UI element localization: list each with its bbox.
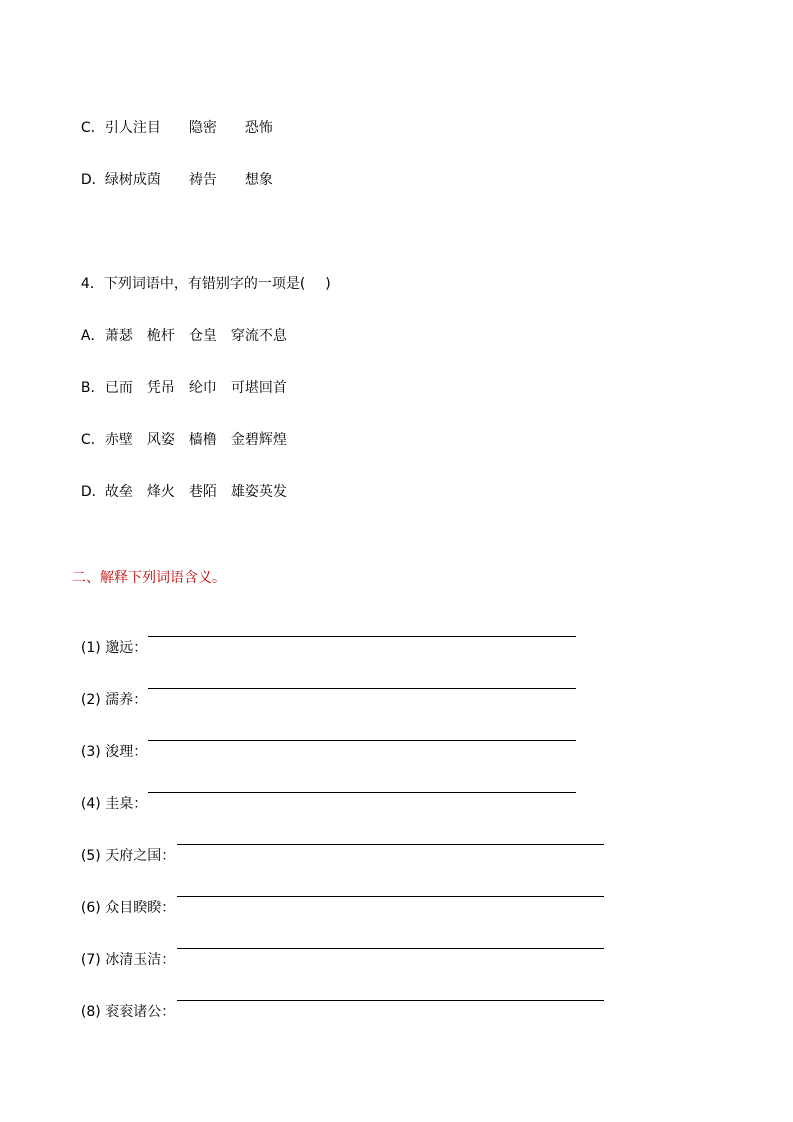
- q3-option-d: [72, 153, 273, 189]
- option-word: 雄姿英发: [230, 484, 287, 500]
- item-term: 圭臬：: [105, 796, 148, 812]
- option-word: 烽火: [146, 484, 175, 500]
- option-word: 想象: [244, 172, 273, 188]
- item-number: (7): [80, 952, 101, 968]
- option-word: 穿流不息: [230, 328, 287, 344]
- definition-item: [72, 985, 175, 1021]
- option-word: 桅杆: [146, 328, 175, 344]
- item-number: (2): [80, 692, 101, 708]
- option-word: 樯橹: [188, 432, 217, 448]
- q4-stem-text: 4．下列词语中，有错别字的一项是(: [80, 276, 306, 292]
- option-word: 赤壁: [104, 432, 133, 448]
- item-term: 衮衮诸公：: [105, 1004, 176, 1020]
- option-word: 凭吊: [146, 380, 175, 396]
- option-word: 故垒: [104, 484, 133, 500]
- definition-item: [72, 725, 147, 761]
- option-label: C．: [80, 120, 105, 136]
- option-word: 金碧辉煌: [230, 432, 287, 448]
- answer-line[interactable]: [177, 1000, 604, 1001]
- q4-option-d: [72, 465, 287, 501]
- option-label: D．: [80, 172, 106, 188]
- item-number: (3): [80, 744, 101, 760]
- answer-line[interactable]: [177, 948, 604, 949]
- section-heading: 二、解释下列词语含义。: [72, 570, 226, 586]
- option-word: 引人注目: [104, 120, 161, 136]
- option-word: 绿树成茵: [104, 172, 161, 188]
- option-word: 仓皇: [188, 328, 217, 344]
- definition-item: [72, 673, 147, 709]
- option-word: 巷陌: [188, 484, 217, 500]
- option-label: B．: [80, 380, 105, 396]
- q4-option-a: [72, 309, 287, 345]
- q4-stem: [72, 257, 331, 293]
- definition-item: [72, 621, 147, 657]
- option-word: 隐密: [188, 120, 217, 136]
- item-number: (4): [80, 796, 101, 812]
- q4-option-c: [72, 413, 287, 449]
- item-number: (8): [80, 1004, 101, 1020]
- option-word: 已而: [104, 380, 133, 396]
- q4-stem-close: ): [325, 276, 331, 292]
- item-number: (1): [80, 640, 101, 656]
- q4-option-b: [72, 361, 287, 397]
- item-term: 浚理：: [105, 744, 148, 760]
- option-word: 纶巾: [188, 380, 217, 396]
- option-word: 祷告: [188, 172, 217, 188]
- option-label: D．: [80, 484, 106, 500]
- answer-line[interactable]: [148, 740, 576, 741]
- definition-item: [72, 777, 147, 813]
- item-number: (5): [80, 848, 101, 864]
- option-label: C．: [80, 432, 105, 448]
- option-word: 风姿: [146, 432, 175, 448]
- option-label: A．: [80, 328, 105, 344]
- option-word: 恐怖: [244, 120, 273, 136]
- option-word: 萧瑟: [104, 328, 133, 344]
- item-term: 濡养：: [105, 692, 148, 708]
- definition-item: [72, 881, 175, 917]
- answer-line[interactable]: [177, 896, 604, 897]
- answer-line[interactable]: [177, 844, 604, 845]
- item-term: 冰清玉洁：: [105, 952, 176, 968]
- option-word: 可堪回首: [230, 380, 287, 396]
- item-term: 众目睽睽：: [105, 900, 176, 916]
- item-number: (6): [80, 900, 101, 916]
- answer-line[interactable]: [148, 636, 576, 637]
- definition-item: [72, 933, 175, 969]
- item-term: 邈远：: [105, 640, 148, 656]
- answer-line[interactable]: [148, 688, 576, 689]
- answer-line[interactable]: [148, 792, 576, 793]
- definition-item: [72, 829, 175, 865]
- item-term: 天府之国：: [105, 848, 176, 864]
- q3-option-c: [72, 101, 273, 137]
